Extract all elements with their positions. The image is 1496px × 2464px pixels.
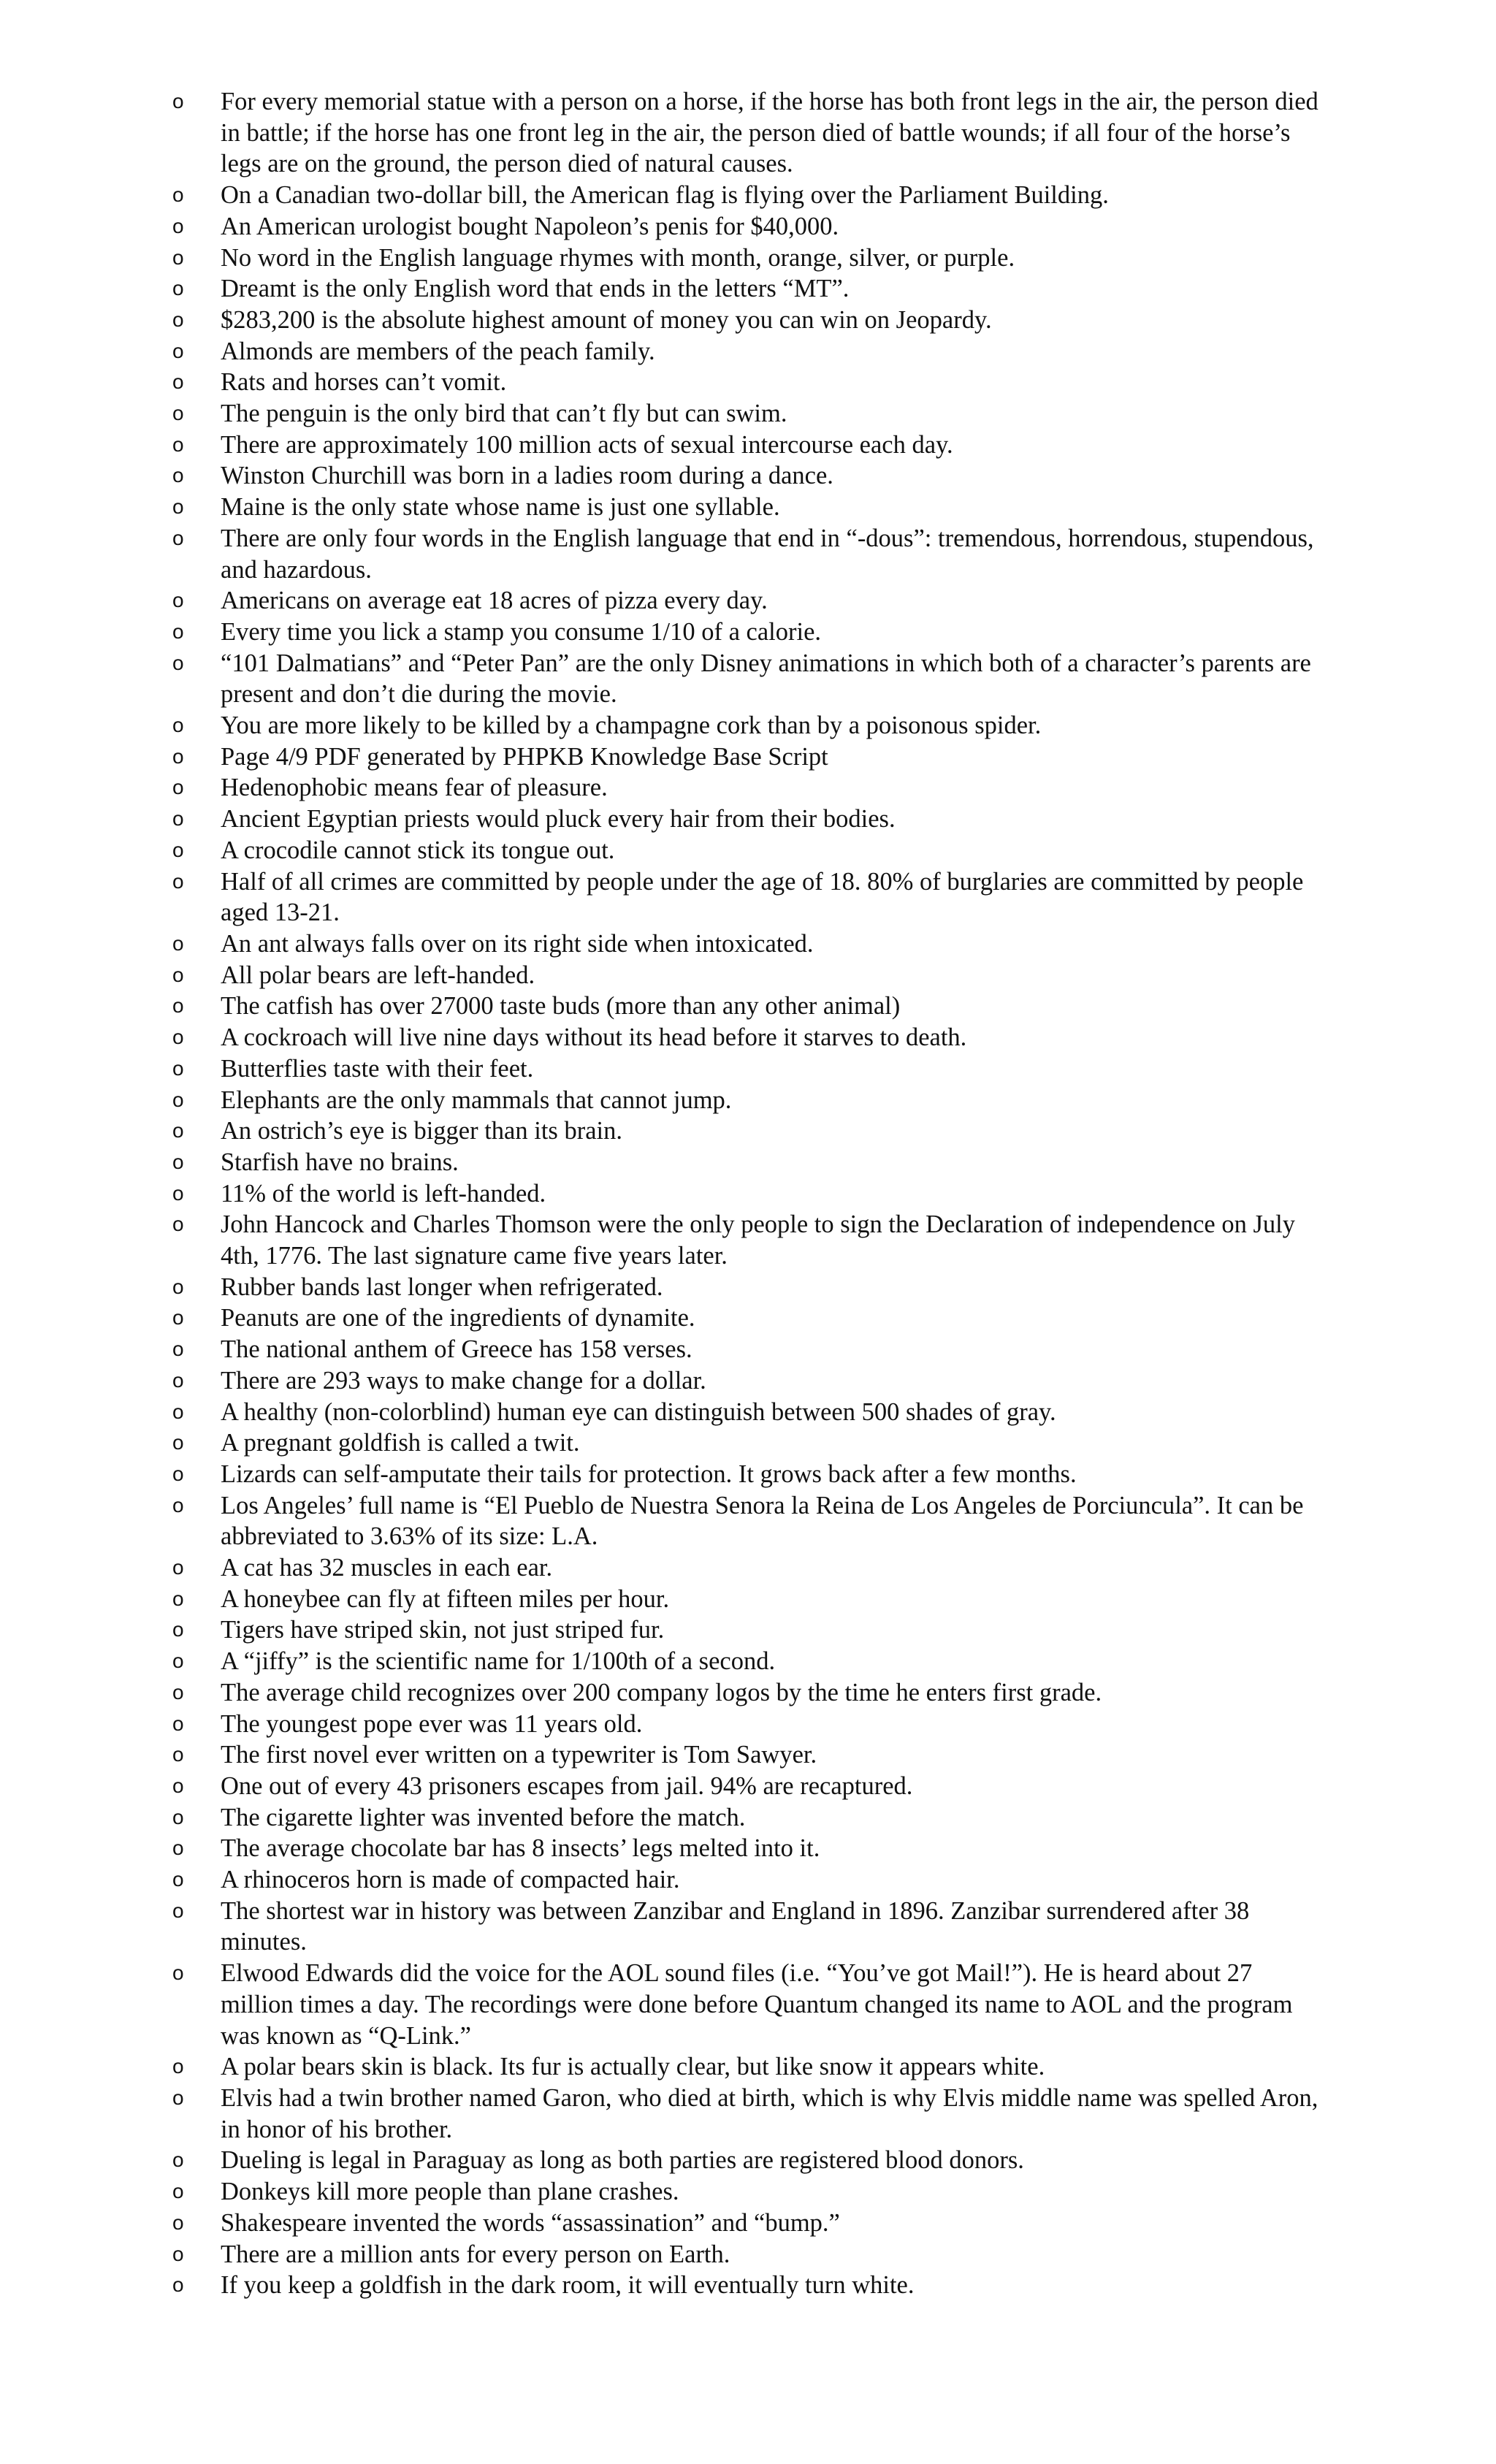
fact-text: An ostrich’s eye is bigger than its brain.: [221, 1117, 622, 1145]
fact-text: Almonds are members of the peach family.: [221, 337, 655, 365]
bullet-icon: o: [172, 402, 184, 425]
bullet-icon: o: [172, 1556, 184, 1579]
bullet-icon: o: [172, 1400, 184, 1423]
fact-text: The average child recognizes over 200 company logos by the time he enters first grade.: [221, 1678, 1102, 1706]
fact-text: A crocodile cannot stick its tongue out.: [221, 836, 615, 864]
fact-text: Elvis had a twin brother named Garon, who died at birth, which is why Elvis middle name was spelled Aron, in honor of his brother.: [221, 2084, 1318, 2143]
list-item: [172, 1272, 1327, 1303]
list-item: [172, 1022, 1327, 1053]
fact-text: The national anthem of Greece has 158 verses.: [221, 1335, 692, 1364]
bullet-icon: o: [172, 1088, 184, 1111]
list-item: [172, 1584, 1327, 1615]
list-item: [172, 1209, 1327, 1271]
bullet-icon: o: [172, 1213, 184, 1236]
bullet-icon: o: [172, 619, 184, 643]
bullet-icon: o: [172, 776, 184, 799]
fact-text: Every time you lick a stamp you consume 1/10 of a calorie.: [221, 617, 822, 646]
list-item: [172, 1459, 1327, 1490]
bullet-icon: o: [172, 1743, 184, 1766]
bullet-icon: o: [172, 2273, 184, 2297]
list-item: [172, 1427, 1327, 1459]
fact-text: For every memorial statue with a person on a horse, if the horse has both front legs in the air, the person died in battle; if the horse has one front leg in the air, the person died of battle wounds; if all four of the horse’s legs are on the ground, the person died of natural causes.: [221, 88, 1318, 178]
list-item: [172, 991, 1327, 1022]
bullet-icon: o: [172, 1649, 184, 1673]
list-item: [172, 1490, 1327, 1552]
bullet-icon: o: [172, 214, 184, 237]
list-item: [172, 367, 1327, 398]
fact-text: There are only four words in the English language that end in “-dous”: tremendous, horrendous, stupendous, and hazardous.: [221, 524, 1314, 584]
list-item: [172, 2176, 1327, 2208]
bullet-icon: o: [172, 963, 184, 986]
fact-text: There are a million ants for every person on Earth.: [221, 2240, 730, 2268]
fact-text: $283,200 is the absolute highest amount of money you can win on Jeopardy.: [221, 305, 992, 334]
bullet-icon: o: [172, 1431, 184, 1454]
list-item: [172, 710, 1327, 741]
bullet-icon: o: [172, 714, 184, 737]
list-item: [172, 960, 1327, 991]
bullet-icon: o: [172, 495, 184, 519]
fact-text: “101 Dalmatians” and “Peter Pan” are the only Disney animations in which both of a character’s parents are present and don’t die during the movie.: [221, 649, 1311, 709]
bullet-icon: o: [172, 90, 184, 112]
list-item: [172, 1614, 1327, 1646]
list-item: [172, 648, 1327, 710]
bullet-icon: o: [172, 589, 184, 612]
fact-text: Americans on average eat 18 acres of pizza every day.: [221, 587, 768, 615]
list-item: [172, 1958, 1327, 2051]
list-item: [172, 1677, 1327, 1709]
fact-text: Hedenophobic means fear of pleasure.: [221, 774, 608, 802]
list-item: [172, 1802, 1327, 1834]
bullet-icon: o: [172, 1868, 184, 1891]
fact-text: All polar bears are left-handed.: [221, 961, 535, 989]
bullet-icon: o: [172, 2055, 184, 2078]
bullet-icon: o: [172, 1368, 184, 1392]
list-item: [172, 928, 1327, 960]
fact-text: Lizards can self-amputate their tails for protection. It grows back after a few months.: [221, 1460, 1077, 1488]
list-item: [172, 1833, 1327, 1864]
bullet-icon: o: [172, 1119, 184, 1143]
bullet-icon: o: [172, 838, 184, 861]
bullet-icon: o: [172, 308, 184, 331]
fact-text: The penguin is the only bird that can’t fly but can swim.: [221, 400, 787, 428]
list-item: [172, 1178, 1327, 1210]
bullet-icon: o: [172, 2086, 184, 2109]
list-item: [172, 2270, 1327, 2301]
list-item: [172, 1709, 1327, 1740]
fact-text: A pregnant goldfish is called a twit.: [221, 1429, 580, 1457]
list-item: [172, 273, 1327, 305]
bullet-icon: o: [172, 1150, 184, 1173]
list-item: [172, 2051, 1327, 2083]
bullet-icon: o: [172, 432, 184, 456]
fact-text: The cigarette lighter was invented before the match.: [221, 1803, 746, 1831]
fact-text: Elephants are the only mammals that cannot jump.: [221, 1086, 732, 1114]
bullet-icon: o: [172, 651, 184, 674]
list-item: [172, 1896, 1327, 1958]
fact-text: The average chocolate bar has 8 insects’ legs melted into it.: [221, 1834, 820, 1863]
bullet-icon: o: [172, 1306, 184, 1330]
list-item: [172, 617, 1327, 648]
bullet-icon: o: [172, 1680, 184, 1704]
bullet-icon: o: [172, 1961, 184, 1985]
list-item: [172, 866, 1327, 928]
bullet-icon: o: [172, 2211, 184, 2234]
bullet-icon: o: [172, 183, 184, 207]
fact-text: Dueling is legal in Paraguay as long as both parties are registered blood donors.: [221, 2146, 1024, 2175]
bullet-icon: o: [172, 370, 184, 394]
list-item: [172, 430, 1327, 461]
fact-text: An ant always falls over on its right side when intoxicated.: [221, 929, 814, 958]
bullet-icon: o: [172, 1774, 184, 1797]
bullet-icon: o: [172, 807, 184, 831]
list-item: [172, 1739, 1327, 1771]
bullet-icon: o: [172, 1618, 184, 1641]
bullet-icon: o: [172, 1056, 184, 1080]
bullet-icon: o: [172, 1338, 184, 1361]
fact-text: Donkeys kill more people than plane crashes.: [221, 2178, 679, 2206]
bullet-icon: o: [172, 1899, 184, 1922]
fact-text: An American urologist bought Napoleon’s penis for $40,000.: [221, 212, 839, 240]
bullet-icon: o: [172, 1836, 184, 1860]
list-item: [172, 804, 1327, 835]
bullet-icon: o: [172, 277, 184, 300]
fact-text: A cockroach will live nine days without its head before it starves to death.: [221, 1023, 967, 1052]
fact-text: A “jiffy” is the scientific name for 1/100th of a second.: [221, 1647, 776, 1676]
bullet-icon: o: [172, 1493, 184, 1517]
list-item: [172, 86, 1327, 180]
list-item: [172, 1864, 1327, 1896]
list-item: [172, 180, 1327, 211]
fact-text: Peanuts are one of the ingredients of dynamite.: [221, 1304, 695, 1332]
list-item: [172, 523, 1327, 585]
fact-text: Winston Churchill was born in a ladies room during a dance.: [221, 462, 833, 490]
fact-text: The first novel ever written on a typewriter is Tom Sawyer.: [221, 1741, 817, 1769]
list-item: [172, 492, 1327, 523]
fact-text: If you keep a goldfish in the dark room, it will eventually turn white.: [221, 2271, 915, 2300]
bullet-icon: o: [172, 1462, 184, 1485]
list-item: [172, 1053, 1327, 1085]
fact-text: Page 4/9 PDF generated by PHPKB Knowledge Base Script: [221, 742, 828, 771]
list-item: [172, 835, 1327, 866]
bullet-icon: o: [172, 1805, 184, 1828]
list-item: [172, 2208, 1327, 2239]
bullet-icon: o: [172, 2242, 184, 2265]
fact-text: 11% of the world is left-handed.: [221, 1179, 546, 1208]
bullet-icon: o: [172, 1181, 184, 1205]
list-item: [172, 1552, 1327, 1584]
list-item: [172, 2239, 1327, 2270]
fact-text: Starfish have no brains.: [221, 1148, 459, 1176]
bullet-icon: o: [172, 994, 184, 1018]
fact-text: Ancient Egyptian priests would pluck every hair from their bodies.: [221, 805, 896, 834]
fact-text: Dreamt is the only English word that ends in the letters “MT”.: [221, 275, 850, 303]
list-item: [172, 305, 1327, 336]
list-item: [172, 398, 1327, 430]
bullet-icon: o: [172, 931, 184, 955]
list-item: [172, 772, 1327, 804]
fact-text: You are more likely to be killed by a champagne cork than by a poisonous spider.: [221, 712, 1042, 740]
fact-text: The catfish has over 27000 taste buds (more than any other animal): [221, 992, 901, 1021]
bullet-icon: o: [172, 1712, 184, 1735]
list-item: [172, 460, 1327, 492]
fact-list: [172, 86, 1327, 2301]
fact-text: Los Angeles’ full name is “El Pueblo de Nuestra Senora la Reina de Los Angeles de Porciuncula”. It can be abbreviated to 3.63% of its size: L.A.: [221, 1491, 1304, 1551]
fact-text: Elwood Edwards did the voice for the AOL sound files (i.e. “You’ve got Mail!”). He is heard about 27 million times a day. The recordings were done before Quantum changed its name to AOL and the program was known as “Q-Link.”: [221, 1959, 1293, 2050]
list-item: [172, 1085, 1327, 1116]
bullet-icon: o: [172, 1026, 184, 1049]
fact-text: A healthy (non-colorblind) human eye can distinguish between 500 shades of gray.: [221, 1397, 1056, 1426]
fact-text: A polar bears skin is black. Its fur is actually clear, but like snow it appears white.: [221, 2053, 1045, 2081]
bullet-icon: o: [172, 2148, 184, 2172]
list-item: [172, 1771, 1327, 1802]
bullet-icon: o: [172, 2180, 184, 2203]
list-item: [172, 1302, 1327, 1334]
fact-text: No word in the English language rhymes with month, orange, silver, or purple.: [221, 243, 1015, 272]
fact-text: Butterflies taste with their feet.: [221, 1054, 534, 1083]
list-item: [172, 1147, 1327, 1178]
bullet-icon: o: [172, 245, 184, 269]
bullet-icon: o: [172, 1275, 184, 1298]
bullet-icon: o: [172, 869, 184, 893]
fact-text: The youngest pope ever was 11 years old.: [221, 1709, 643, 1738]
list-item: [172, 211, 1327, 243]
fact-text: A honeybee can fly at fifteen miles per hour.: [221, 1584, 670, 1613]
fact-text: Rats and horses can’t vomit.: [221, 368, 507, 397]
fact-text: A cat has 32 muscles in each ear.: [221, 1554, 553, 1582]
list-item: [172, 2083, 1327, 2145]
fact-text: The shortest war in history was between Zanzibar and England in 1896. Zanzibar surrendered after 38 minutes.: [221, 1896, 1250, 1956]
bullet-icon: o: [172, 1587, 184, 1610]
list-item: [172, 1334, 1327, 1365]
list-item: [172, 336, 1327, 367]
fact-text: Shakespeare invented the words “assassination” and “bump.”: [221, 2208, 840, 2237]
bullet-icon: o: [172, 744, 184, 768]
list-item: [172, 1365, 1327, 1397]
fact-text: Tigers have striped skin, not just striped fur.: [221, 1616, 665, 1644]
fact-text: Rubber bands last longer when refrigerated.: [221, 1273, 663, 1301]
fact-text: There are 293 ways to make change for a dollar.: [221, 1366, 706, 1395]
fact-text: A rhinoceros horn is made of compacted hair.: [221, 1866, 680, 1894]
list-item: [172, 2145, 1327, 2176]
fact-text: Maine is the only state whose name is just one syllable.: [221, 493, 780, 522]
fact-text: John Hancock and Charles Thomson were the only people to sign the Declaration of independence on July 4th, 1776. The last signature came five years later.: [221, 1210, 1295, 1270]
bullet-icon: o: [172, 339, 184, 362]
fact-text: There are approximately 100 million acts of sexual intercourse each day.: [221, 430, 953, 459]
bullet-icon: o: [172, 464, 184, 487]
fact-text: Half of all crimes are committed by people under the age of 18. 80% of burglaries are committed by people aged 13-21.: [221, 867, 1304, 927]
list-item: [172, 1646, 1327, 1677]
list-item: [172, 741, 1327, 773]
fact-text: On a Canadian two-dollar bill, the American flag is flying over the Parliament Building.: [221, 181, 1109, 210]
bullet-icon: o: [172, 526, 184, 549]
list-item: [172, 1397, 1327, 1428]
list-item: [172, 585, 1327, 617]
list-item: [172, 243, 1327, 274]
fact-text: One out of every 43 prisoners escapes from jail. 94% are recaptured.: [221, 1771, 913, 1800]
list-item: [172, 1115, 1327, 1147]
